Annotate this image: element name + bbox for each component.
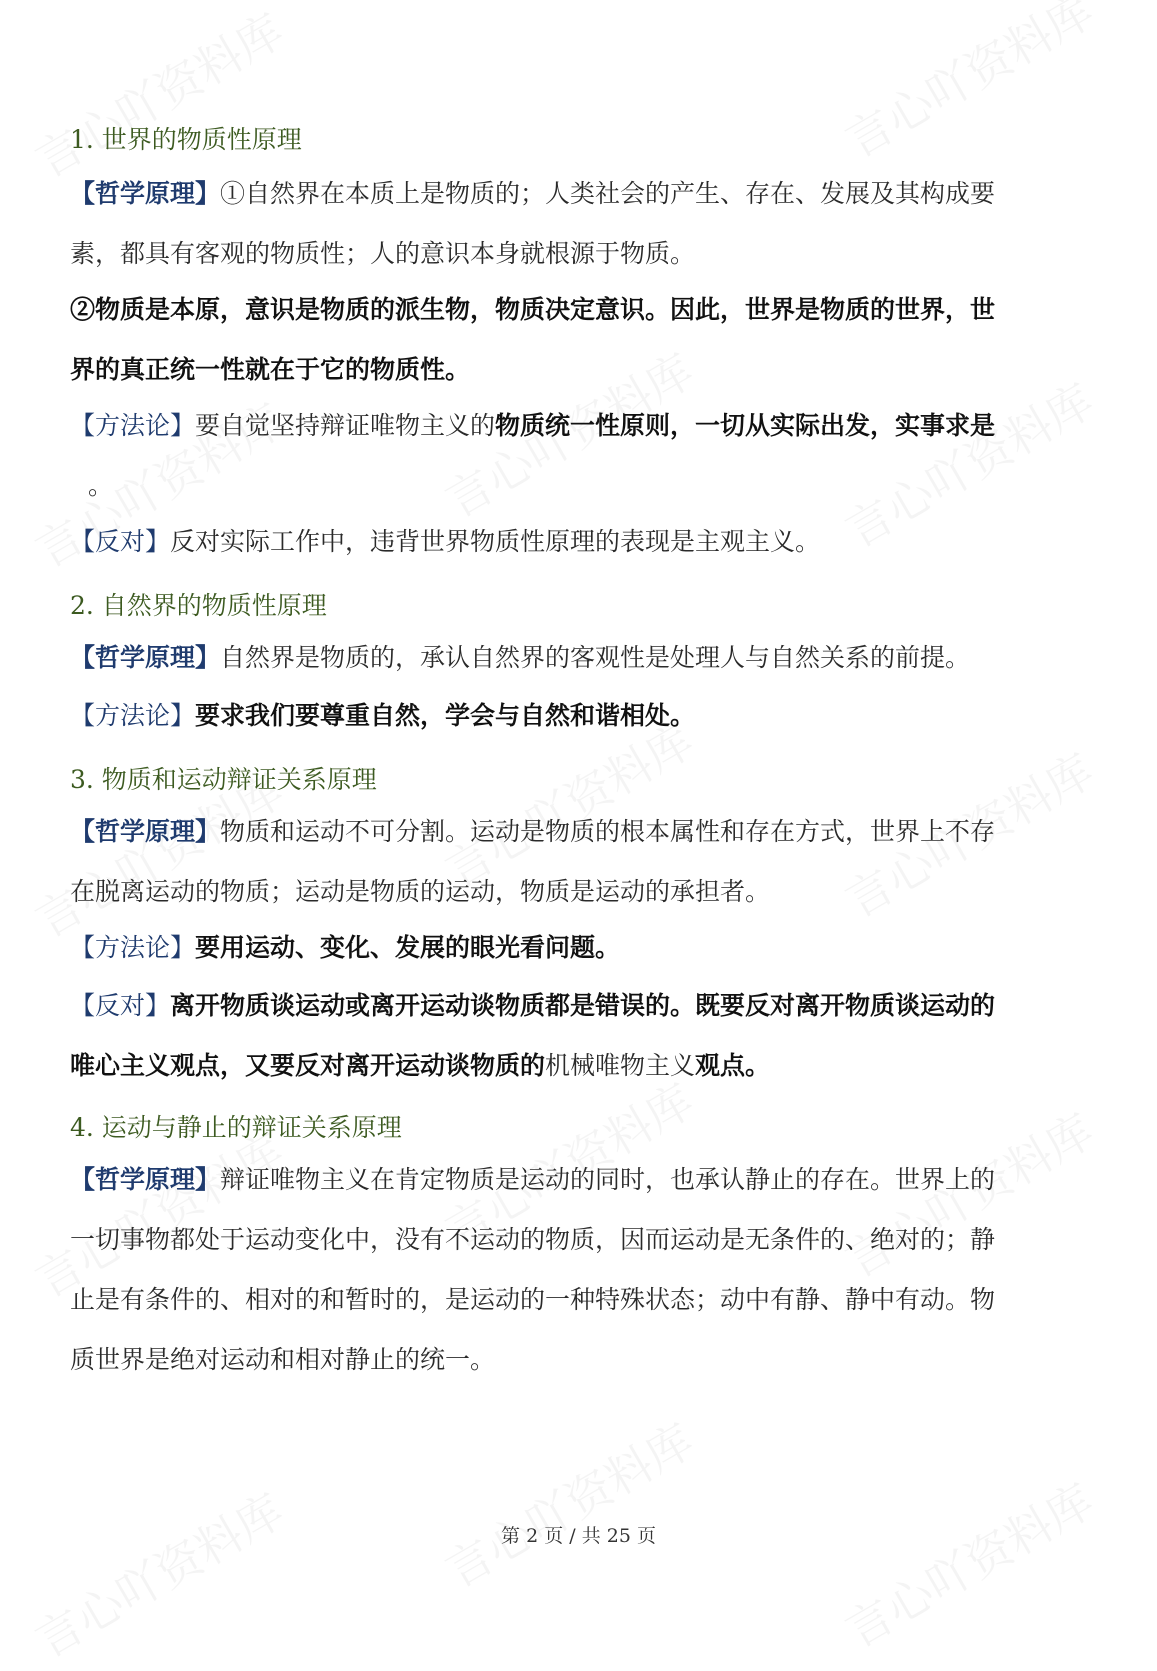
paragraph-text-bold: 观点。 — [695, 1051, 771, 1080]
section-heading: 2. 自然界的物质性原理 — [70, 591, 327, 620]
paragraph — [70, 280, 1090, 400]
paragraph — [70, 686, 1090, 746]
paragraph — [70, 628, 1090, 688]
paragraph-text: 质世界是绝对运动和相对静止的统一。 — [70, 1345, 496, 1374]
paragraph-text: 反对实际工作中，违背世界物质性原理的表现是主观主义。 — [170, 527, 821, 556]
tag-label: 【反对】 — [70, 527, 171, 556]
tag-label: 【方法论】 — [70, 411, 196, 440]
paragraph-text: 机械唯物主义 — [545, 1051, 696, 1080]
tag-label: 【方法论】 — [70, 701, 196, 730]
paragraph-text-bold: 离开物质谈运动或离开运动谈物质都是错误的。既要反对离开物质谈运动的 — [170, 991, 996, 1020]
paragraph-text-bold: 唯心主义观点，又要反对离开运动谈物质的 — [70, 1051, 546, 1080]
paragraph-text: 界的真正统一性就在于它的物质性。 — [70, 355, 471, 384]
paragraph — [70, 1150, 1090, 1390]
paragraph — [70, 976, 1090, 1096]
tag-label: 【哲学原理】 — [70, 1165, 221, 1194]
watermark — [432, 1405, 704, 1600]
tag-label: 【方法论】 — [70, 933, 196, 962]
paragraph — [70, 512, 1090, 572]
paragraph-text: ①自然界在本质上是物质的；人类社会的产生、存在、发展及其构成要 — [220, 179, 996, 208]
paragraph-text-bold: 要用运动、变化、发展的眼光看问题。 — [195, 933, 621, 962]
watermark — [22, 0, 294, 191]
tag-label: 【哲学原理】 — [70, 643, 221, 672]
paragraph-text-bold: 物质统一性原则，一切从实际出发，实事求是 — [495, 411, 996, 440]
watermark — [832, 0, 1104, 171]
paragraph-text: 自然界是物质的，承认自然界的客观性是处理人与自然关系的前提。 — [220, 643, 971, 672]
section-heading: 1. 世界的物质性原理 — [70, 125, 302, 154]
paragraph-text: 。 — [88, 471, 114, 500]
paragraph-text: 一切事物都处于运动变化中，没有不运动的物质，因而运动是无条件的、绝对的；静 — [70, 1225, 996, 1254]
watermark — [832, 1465, 1104, 1660]
paragraph-text: 素，都具有客观的物质性；人的意识本身就根源于物质。 — [70, 239, 696, 268]
section-heading: 3. 物质和运动辩证关系原理 — [70, 765, 377, 794]
tag-label: 【反对】 — [70, 991, 171, 1020]
watermark — [22, 1475, 294, 1670]
paragraph — [70, 802, 1090, 922]
page-number: 第 2 页 / 共 25 页 — [501, 1525, 656, 1547]
paragraph-text: 要自觉坚持辩证唯物主义的 — [195, 411, 496, 440]
paragraph-text: 物质和运动不可分割。运动是物质的根本属性和存在方式，世界上不存 — [220, 817, 996, 846]
paragraph — [70, 396, 1090, 516]
tag-label: 【哲学原理】 — [70, 179, 221, 208]
paragraph — [70, 164, 1090, 284]
tag-label: 【哲学原理】 — [70, 817, 221, 846]
paragraph-text: 在脱离运动的物质；运动是物质的运动，物质是运动的承担者。 — [70, 877, 771, 906]
paragraph-text: ②物质是本原，意识是物质的派生物，物质决定意识。因此，世界是物质的世界，世 — [70, 295, 996, 324]
paragraph-text: 止是有条件的、相对的和暂时的，是运动的一种特殊状态；动中有静、静中有动。物 — [70, 1285, 996, 1314]
section-heading: 4. 运动与静止的辩证关系原理 — [70, 1113, 402, 1142]
paragraph-text-bold: 要求我们要尊重自然，学会与自然和谐相处。 — [195, 701, 696, 730]
paragraph — [70, 918, 1090, 978]
paragraph-text: 辩证唯物主义在肯定物质是运动的同时，也承认静止的存在。世界上的 — [220, 1165, 996, 1194]
